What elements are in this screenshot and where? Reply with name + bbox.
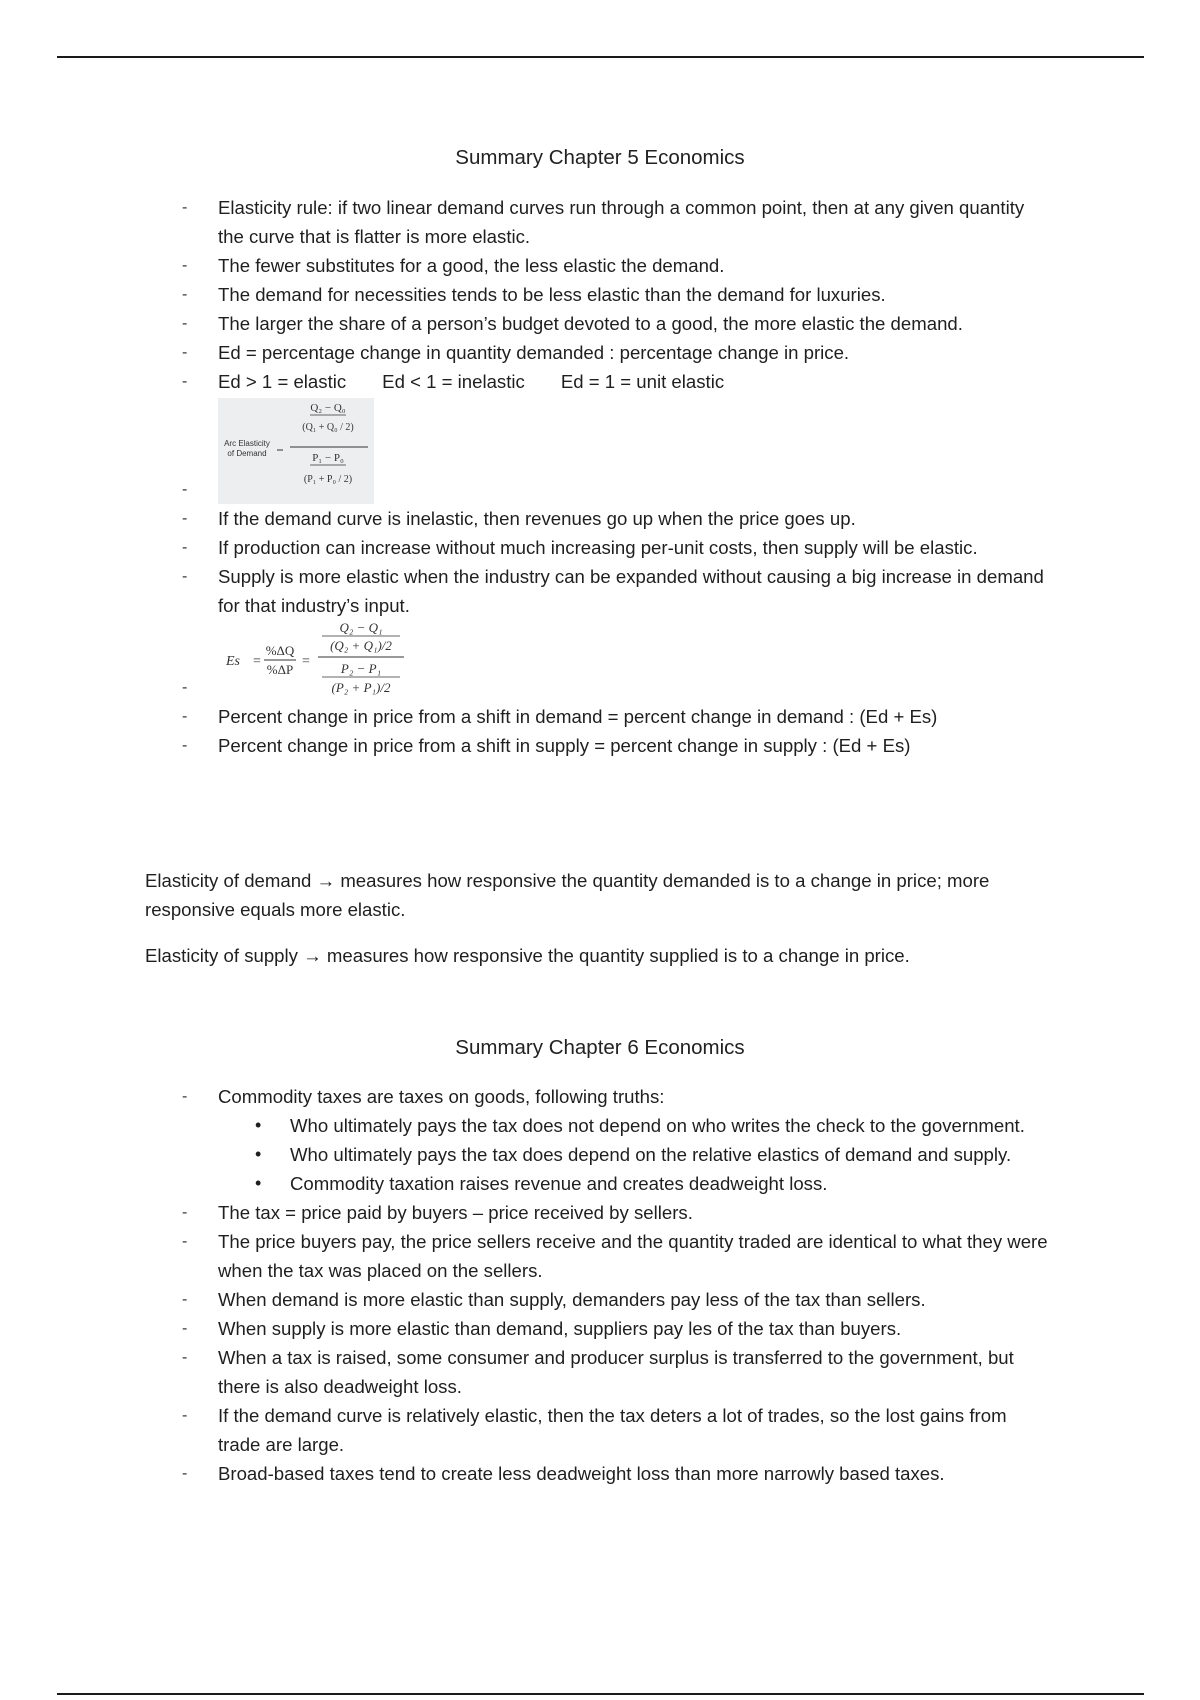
dash-bullet: - bbox=[182, 1320, 188, 1337]
num-top: Q₂ − Q₁ bbox=[339, 620, 383, 635]
dash-bullet: - bbox=[182, 1407, 188, 1424]
formula-lhs: Es bbox=[226, 654, 240, 669]
chapter-6-list bbox=[0, 1082, 1200, 1488]
ed-rules-item: - Ed > 1 = elastic Ed < 1 = inelastic Ed = 1 = unit elastic bbox=[0, 367, 1200, 396]
list-item: - If the demand curve is inelastic, then revenues go up when the price goes up. bbox=[0, 504, 1200, 533]
num-top: Q₂ − Q₀ bbox=[310, 402, 346, 414]
dash-bullet: - bbox=[182, 1204, 188, 1221]
list-item: - Ed = percentage change in quantity demanded : percentage change in price. bbox=[0, 338, 1200, 367]
list-item: - Percent change in price from a shift in demand = percent change in demand : (Ed + Es) bbox=[0, 702, 1200, 731]
list-item: - If the demand curve is relatively elastic, then the tax deters a lot of trades, so the lost gains from trade are large. bbox=[0, 1401, 1200, 1459]
list-item: - Supply is more elastic when the industry can be expanded without causing a big increase in demand for that industry’s input. bbox=[0, 562, 1200, 620]
ratio-bottom: %ΔP bbox=[266, 662, 294, 677]
den-top: P₂ − P₁ bbox=[340, 661, 382, 676]
sub-bullet-item: • Who ultimately pays the tax does not depend on who writes the check to the government. bbox=[0, 1111, 1200, 1140]
dash-bullet: - bbox=[182, 1088, 188, 1105]
dash-bullet: - bbox=[182, 199, 188, 216]
list-item: - If production can increase without much increasing per-unit costs, then supply will be elastic. bbox=[0, 533, 1200, 562]
svg-text:=: = bbox=[253, 654, 261, 669]
dot-bullet: • bbox=[255, 1144, 262, 1164]
arc-elasticity-formula-item bbox=[0, 396, 1200, 504]
dash-bullet: - bbox=[182, 1465, 188, 1482]
sub-bullet-item: • Who ultimately pays the tax does depend on the relative elastics of demand and supply. bbox=[0, 1140, 1200, 1169]
list-item: - Broad-based taxes tend to create less deadweight loss than more narrowly based taxes. bbox=[0, 1459, 1200, 1488]
dash-bullet: - bbox=[182, 1233, 188, 1250]
chapter-5-list bbox=[0, 193, 1200, 760]
list-item: - When a tax is raised, some consumer and producer surplus is transferred to the government, but there is also deadweight loss. bbox=[0, 1343, 1200, 1401]
dash-bullet: - bbox=[182, 737, 188, 754]
den-bottom: (P₁ + P₀ / 2) bbox=[303, 474, 353, 485]
elasticity-of-supply-definition: Elasticity of supply → measures how responsive the quantity supplied is to a change in price. bbox=[145, 945, 910, 966]
dot-bullet: • bbox=[255, 1115, 262, 1135]
dash-bullet: - bbox=[182, 373, 188, 390]
svg-text:=: = bbox=[302, 654, 310, 669]
list-item: - Elasticity rule: if two linear demand curves run through a common point, then at any given quantity the curve that is flatter is more elastic. bbox=[0, 193, 1200, 251]
chapter-5-title: Summary Chapter 5 Economics bbox=[455, 146, 745, 169]
dot-bullet: • bbox=[255, 1173, 262, 1193]
list-item: - The price buyers pay, the price sellers receive and the quantity traded are identical to what they were when the tax was placed on the sellers. bbox=[0, 1227, 1200, 1285]
header-rule bbox=[57, 56, 1144, 58]
list-item: - Commodity taxes are taxes on goods, following truths: bbox=[0, 1082, 1200, 1111]
dash-bullet: - bbox=[182, 1291, 188, 1308]
supply-elasticity-formula bbox=[218, 620, 418, 700]
dash-bullet: - bbox=[182, 286, 188, 303]
list-item: - When demand is more elastic than supply, demanders pay less of the tax than sellers. bbox=[0, 1285, 1200, 1314]
footer-rule bbox=[57, 1693, 1144, 1695]
list-item: - The tax = price paid by buyers – price received by sellers. bbox=[0, 1198, 1200, 1227]
dash-bullet: - bbox=[182, 679, 188, 696]
supply-elasticity-formula-item bbox=[0, 620, 1200, 702]
list-item: - Percent change in price from a shift in supply = percent change in supply : (Ed + Es) bbox=[0, 731, 1200, 760]
den-bottom: (P₂ + P₁)/2 bbox=[331, 680, 391, 695]
list-item: - The demand for necessities tends to be less elastic than the demand for luxuries. bbox=[0, 280, 1200, 309]
dash-bullet: - bbox=[182, 481, 188, 498]
dash-bullet: - bbox=[182, 510, 188, 527]
arc-elasticity-formula bbox=[218, 398, 374, 504]
formula-label-2: of Demand bbox=[227, 449, 267, 458]
dash-bullet: - bbox=[182, 344, 188, 361]
dash-bullet: - bbox=[182, 568, 188, 585]
formula-label-1: Arc Elasticity bbox=[224, 439, 270, 448]
den-top: P₁ − P₀ bbox=[312, 452, 344, 464]
dash-bullet: - bbox=[182, 1349, 188, 1366]
num-bottom: (Q₂ + Q₁)/2 bbox=[330, 638, 392, 653]
list-item: - The fewer substitutes for a good, the less elastic the demand. bbox=[0, 251, 1200, 280]
dash-bullet: - bbox=[182, 257, 188, 274]
chapter-6-title: Summary Chapter 6 Economics bbox=[455, 1036, 745, 1059]
elasticity-of-demand-definition: Elasticity of demand → measures how responsive the quantity demanded is to a change in price; more responsive equals more elastic. bbox=[145, 870, 990, 920]
list-item: - The larger the share of a person’s budget devoted to a good, the more elastic the demand. bbox=[0, 309, 1200, 338]
list-item: - When supply is more elastic than demand, suppliers pay les of the tax than buyers. bbox=[0, 1314, 1200, 1343]
ratio-top: %ΔQ bbox=[265, 643, 295, 658]
dash-bullet: - bbox=[182, 315, 188, 332]
dash-bullet: - bbox=[182, 539, 188, 556]
sub-bullet-item: • Commodity taxation raises revenue and creates deadweight loss. bbox=[0, 1169, 1200, 1198]
dash-bullet: - bbox=[182, 708, 188, 725]
num-bottom: (Q₁ + Q₀ / 2) bbox=[302, 422, 354, 433]
